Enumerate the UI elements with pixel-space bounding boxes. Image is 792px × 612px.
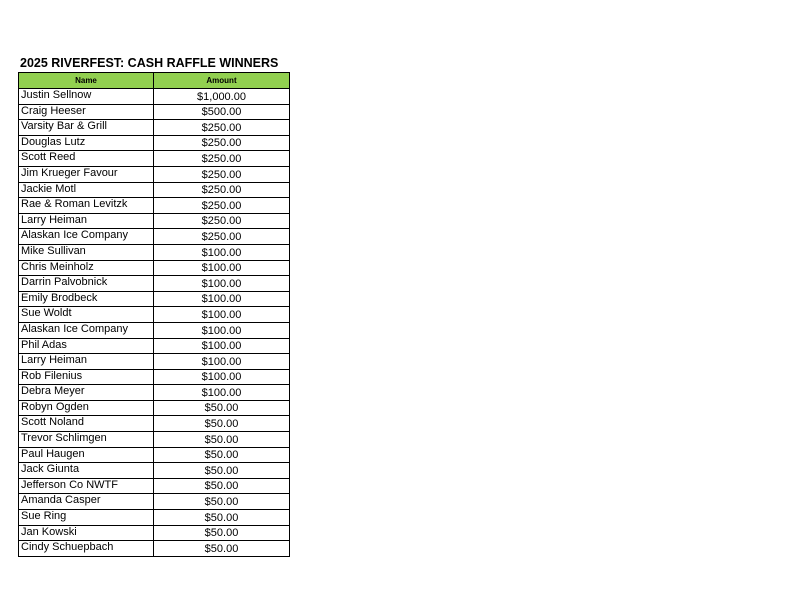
header-row bbox=[19, 73, 290, 89]
winner-name-cell: Chris Meinholz bbox=[19, 260, 154, 276]
table-row bbox=[19, 89, 290, 105]
amount-cell: $100.00 bbox=[154, 385, 290, 401]
winner-name-cell: Trevor Schlimgen bbox=[19, 432, 154, 448]
table-row bbox=[19, 120, 290, 136]
winner-name-cell: Debra Meyer bbox=[19, 385, 154, 401]
amount-cell: $250.00 bbox=[154, 198, 290, 214]
winner-name-cell: Sue Woldt bbox=[19, 307, 154, 323]
winner-name-cell: Craig Heeser bbox=[19, 104, 154, 120]
table-row bbox=[19, 463, 290, 479]
table-row bbox=[19, 276, 290, 292]
table-row bbox=[19, 494, 290, 510]
amount-cell: $500.00 bbox=[154, 104, 290, 120]
amount-cell: $100.00 bbox=[154, 354, 290, 370]
winner-name-cell: Emily Brodbeck bbox=[19, 291, 154, 307]
table-row bbox=[19, 510, 290, 526]
table-row bbox=[19, 416, 290, 432]
amount-cell: $250.00 bbox=[154, 151, 290, 167]
table-row bbox=[19, 166, 290, 182]
page-title: 2025 RIVERFEST: CASH RAFFLE WINNERS bbox=[20, 56, 279, 70]
amount-cell: $100.00 bbox=[154, 291, 290, 307]
winner-name-cell: Justin Sellnow bbox=[19, 89, 154, 105]
table-row bbox=[19, 151, 290, 167]
winner-name-cell: Alaskan Ice Company bbox=[19, 229, 154, 245]
amount-cell: $250.00 bbox=[154, 182, 290, 198]
table-row bbox=[19, 229, 290, 245]
amount-cell: $50.00 bbox=[154, 447, 290, 463]
amount-cell: $100.00 bbox=[154, 369, 290, 385]
table-body bbox=[19, 89, 290, 557]
table-row bbox=[19, 307, 290, 323]
table-row bbox=[19, 541, 290, 557]
table-row bbox=[19, 213, 290, 229]
amount-cell: $100.00 bbox=[154, 276, 290, 292]
table-row bbox=[19, 369, 290, 385]
amount-cell: $250.00 bbox=[154, 166, 290, 182]
amount-cell: $100.00 bbox=[154, 307, 290, 323]
winner-name-cell: Sue Ring bbox=[19, 510, 154, 526]
winner-name-cell: Douglas Lutz bbox=[19, 135, 154, 151]
column-header-amount: Amount bbox=[154, 73, 290, 89]
winner-name-cell: Amanda Casper bbox=[19, 494, 154, 510]
table-row bbox=[19, 322, 290, 338]
table-row bbox=[19, 432, 290, 448]
winner-name-cell: Jackie Motl bbox=[19, 182, 154, 198]
amount-cell: $250.00 bbox=[154, 120, 290, 136]
winner-name-cell: Jim Krueger Favour bbox=[19, 166, 154, 182]
table-row bbox=[19, 400, 290, 416]
table-row bbox=[19, 135, 290, 151]
winner-name-cell: Jan Kowski bbox=[19, 525, 154, 541]
amount-cell: $50.00 bbox=[154, 400, 290, 416]
winners-table bbox=[18, 72, 290, 557]
amount-cell: $100.00 bbox=[154, 322, 290, 338]
table-row bbox=[19, 198, 290, 214]
table-row bbox=[19, 260, 290, 276]
amount-cell: $50.00 bbox=[154, 541, 290, 557]
amount-cell: $100.00 bbox=[154, 338, 290, 354]
amount-cell: $100.00 bbox=[154, 260, 290, 276]
amount-cell: $50.00 bbox=[154, 525, 290, 541]
amount-cell: $50.00 bbox=[154, 416, 290, 432]
winner-name-cell: Cindy Schuepbach bbox=[19, 541, 154, 557]
winner-name-cell: Alaskan Ice Company bbox=[19, 322, 154, 338]
winner-name-cell: Jack Giunta bbox=[19, 463, 154, 479]
winner-name-cell: Phil Adas bbox=[19, 338, 154, 354]
winner-name-cell: Darrin Palvobnick bbox=[19, 276, 154, 292]
amount-cell: $50.00 bbox=[154, 494, 290, 510]
amount-cell: $250.00 bbox=[154, 229, 290, 245]
amount-cell: $250.00 bbox=[154, 213, 290, 229]
column-header-name: Name bbox=[19, 73, 154, 89]
table-row bbox=[19, 525, 290, 541]
amount-cell: $50.00 bbox=[154, 432, 290, 448]
table-row bbox=[19, 478, 290, 494]
table-row bbox=[19, 338, 290, 354]
table-row bbox=[19, 447, 290, 463]
amount-cell: $50.00 bbox=[154, 463, 290, 479]
amount-cell: $250.00 bbox=[154, 135, 290, 151]
winner-name-cell: Scott Noland bbox=[19, 416, 154, 432]
winner-name-cell: Varsity Bar & Grill bbox=[19, 120, 154, 136]
table-row bbox=[19, 104, 290, 120]
winner-name-cell: Larry Heiman bbox=[19, 354, 154, 370]
amount-cell: $1,000.00 bbox=[154, 89, 290, 105]
winner-name-cell: Mike Sullivan bbox=[19, 244, 154, 260]
winner-name-cell: Paul Haugen bbox=[19, 447, 154, 463]
amount-cell: $50.00 bbox=[154, 478, 290, 494]
winner-name-cell: Jefferson Co NWTF bbox=[19, 478, 154, 494]
table-row bbox=[19, 244, 290, 260]
table-row bbox=[19, 182, 290, 198]
table-row bbox=[19, 385, 290, 401]
amount-cell: $100.00 bbox=[154, 244, 290, 260]
amount-cell: $50.00 bbox=[154, 510, 290, 526]
winner-name-cell: Rob Filenius bbox=[19, 369, 154, 385]
winner-name-cell: Robyn Ogden bbox=[19, 400, 154, 416]
table-row bbox=[19, 291, 290, 307]
winner-name-cell: Scott Reed bbox=[19, 151, 154, 167]
table-row bbox=[19, 354, 290, 370]
winner-name-cell: Rae & Roman Levitzk bbox=[19, 198, 154, 214]
winner-name-cell: Larry Heiman bbox=[19, 213, 154, 229]
